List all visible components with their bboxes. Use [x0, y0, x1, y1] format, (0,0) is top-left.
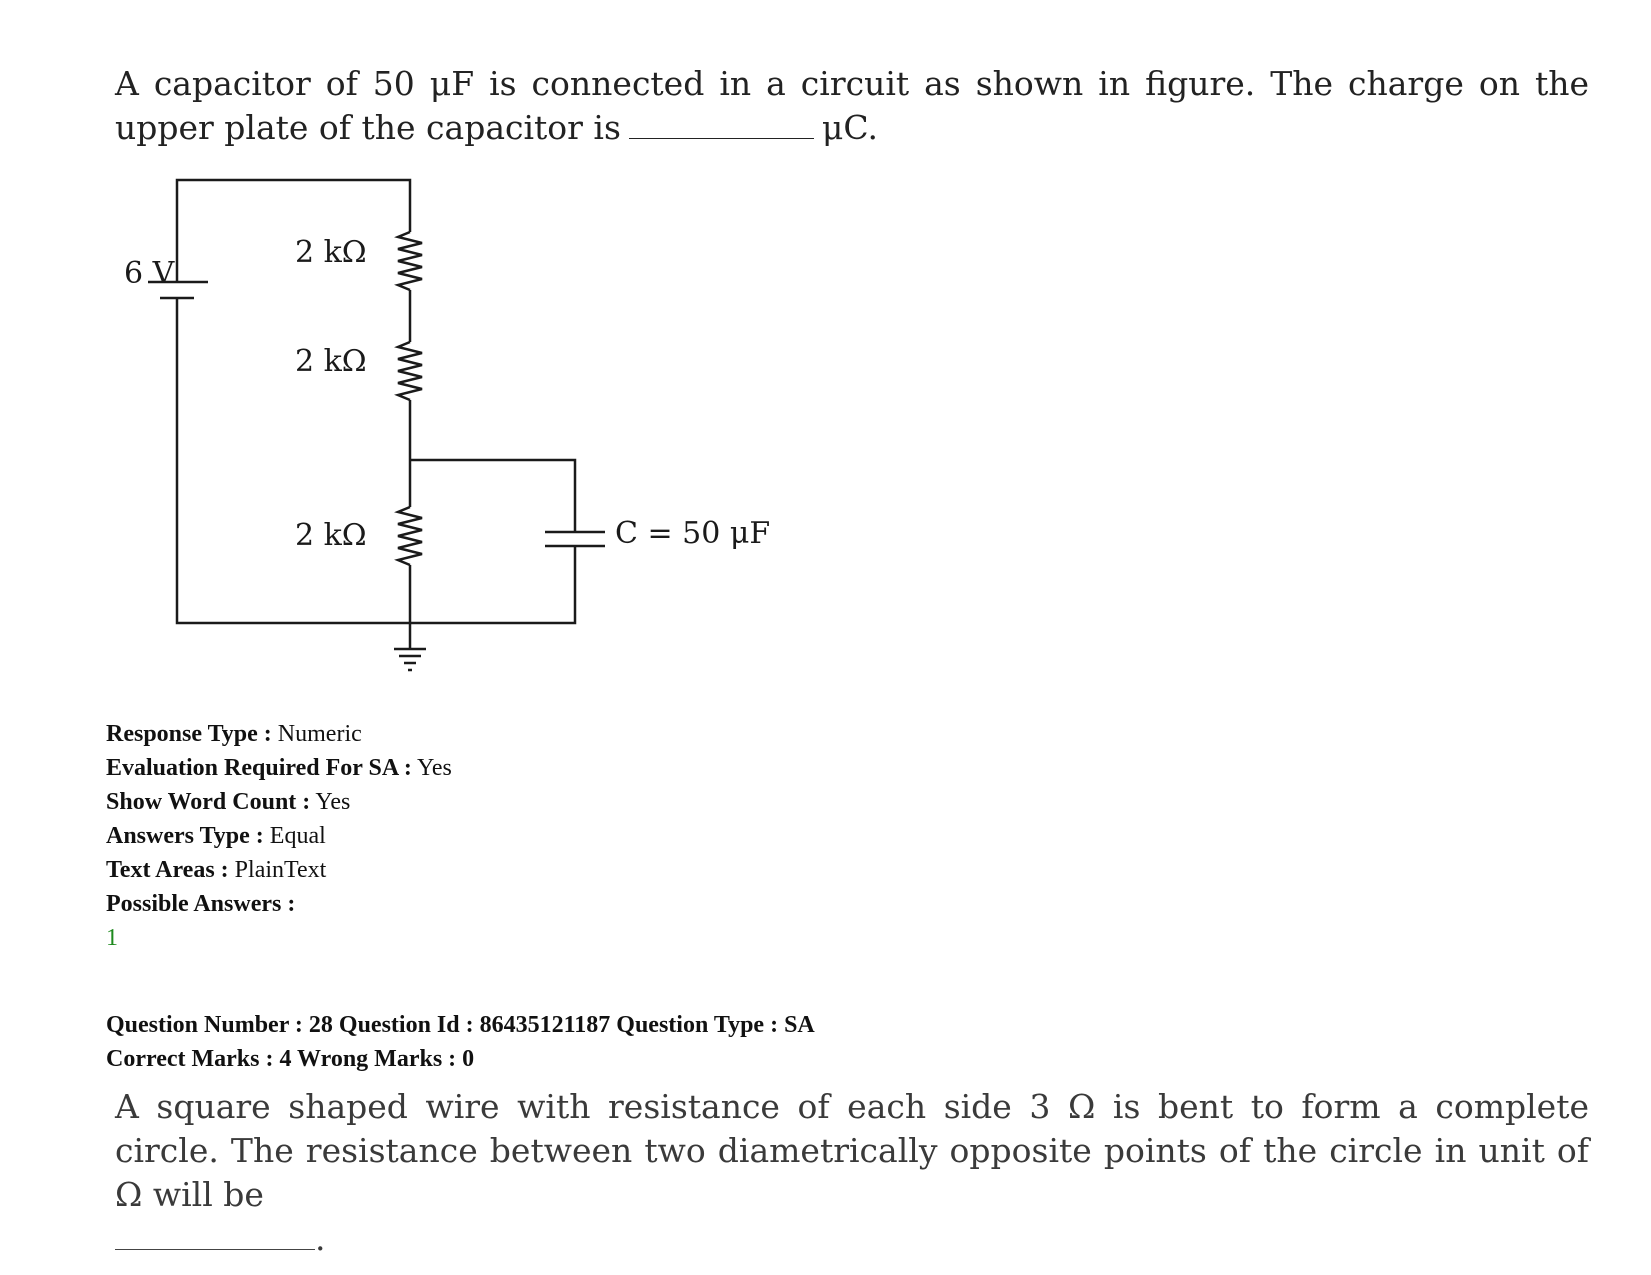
circuit-diagram	[100, 170, 800, 710]
question-2-end: .	[315, 1219, 326, 1258]
question-2-marks-line: Correct Marks : 4 Wrong Marks : 0	[106, 1046, 475, 1072]
possible-answers-row: Possible Answers :	[106, 891, 296, 917]
resistor-2-label: 2 kΩ	[295, 344, 367, 379]
answers-type-row: Answers Type : Equal	[106, 823, 326, 849]
question-2-text-body: A square shaped wire with resistance of each side 3 Ω is bent to form a complete circle. The resistance between two diametrically opposite points of the circle in unit of Ω will be	[115, 1087, 1589, 1214]
text-areas-row: Text Areas : PlainText	[106, 857, 327, 883]
resistor-1-label: 2 kΩ	[295, 235, 367, 270]
question-2-number-line: Question Number : 28 Question Id : 86435121187 Question Type : SA	[106, 1012, 815, 1038]
question-1-text	[115, 62, 1589, 150]
possible-answer-value: 1	[106, 925, 118, 951]
battery-label: 6 V	[124, 256, 175, 291]
word-count-row: Show Word Count : Yes	[106, 789, 351, 815]
capacitor-label: C = 50 μF	[615, 516, 771, 551]
answer-blank	[629, 108, 814, 139]
response-type-row: Response Type : Numeric	[106, 721, 362, 747]
question-1-unit: μC.	[821, 108, 878, 147]
question-1-text-before: A capacitor of 50 μF is connected in a circuit as shown in figure. The charge on the upper plate of the capacitor is	[115, 64, 1589, 147]
answer-blank-2	[115, 1219, 315, 1250]
evaluation-row: Evaluation Required For SA : Yes	[106, 755, 452, 781]
question-2-info	[106, 1008, 815, 1076]
response-meta	[106, 717, 452, 955]
resistor-3-label: 2 kΩ	[295, 518, 367, 553]
question-2-text	[115, 1085, 1589, 1261]
